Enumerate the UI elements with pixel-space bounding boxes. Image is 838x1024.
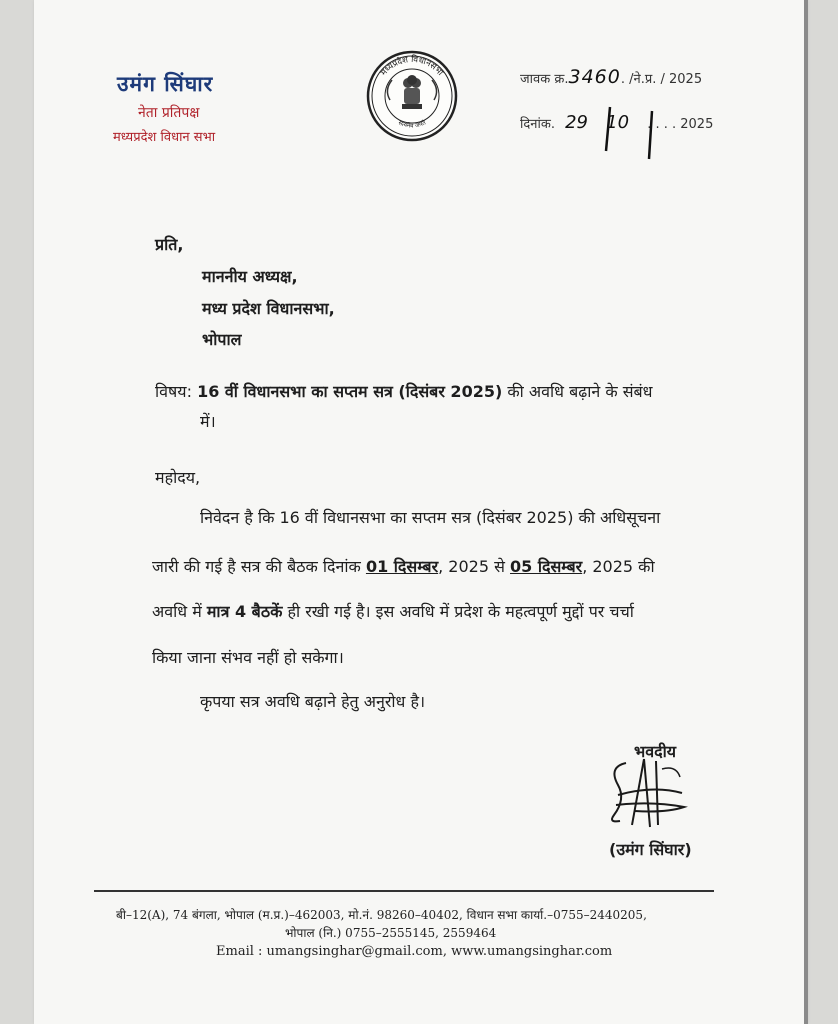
letterhead-name: उमंग सिंघार: [117, 72, 214, 96]
body-p1-line2: [152, 555, 655, 577]
subject-rest: की अवधि बढ़ाने के संबंध: [502, 382, 653, 401]
body-p1-line3: [152, 600, 634, 622]
date-day: 29: [565, 112, 589, 133]
body-p1-line2-b: , 2025 से: [438, 557, 511, 576]
session-end-date: 05 दिसम्बर: [510, 557, 583, 576]
reference-label: जावक क्र.: [520, 72, 569, 87]
body-p1-line4: किया जाना संभव नहीं हो सकेगा।: [152, 648, 344, 667]
closing-bhavdiya: भवदीय: [634, 742, 677, 761]
subject-line: [155, 380, 653, 402]
seal-bottom-text: सत्यमेव जयते: [396, 119, 428, 130]
salutation: महोदय,: [155, 468, 201, 487]
date-month: 10: [606, 112, 630, 133]
date-label: दिनांक.: [520, 117, 555, 132]
date-slash-marks-icon: [600, 103, 660, 163]
subject-label: विषय:: [155, 382, 192, 401]
body-p2: कृपया सत्र अवधि बढ़ाने हेतु अनुरोध है।: [200, 692, 426, 711]
signature-icon: [604, 755, 694, 835]
footer-contact: Email : umangsinghar@gmail.com, www.umangsinghar.com: [216, 944, 613, 959]
letterhead-role: नेता प्रतिपक्ष: [138, 105, 200, 121]
subject-line2: में।: [200, 412, 216, 431]
footer-divider: [94, 890, 714, 892]
reference-number: [520, 66, 702, 88]
reference-suffix: . /ने.प्र. / 2025: [620, 72, 703, 87]
page-edge-shadow: [804, 0, 808, 1024]
subject-bold: 16 वीं विधानसभा का सप्तम सत्र (दिसंबर 2025): [197, 382, 503, 401]
body-p1-line3-a: अवधि में: [152, 602, 207, 621]
addressee-line2: मध्य प्रदेश विधानसभा,: [202, 299, 335, 318]
session-start-date: 01 दिसम्बर: [365, 557, 439, 576]
body-p1-line2-c: , 2025 की: [582, 557, 655, 576]
addressee-prati: प्रति,: [155, 235, 184, 254]
addressee-line3: भोपाल: [202, 330, 242, 349]
assembly-seal-icon: [364, 50, 460, 142]
seal-top-text: मध्यप्रदेश विधानसभा: [379, 54, 445, 78]
footer-phone: भोपाल (नि.) 0755–2555145, 2559464: [285, 926, 497, 940]
footer-address: बी–12(A), 74 बंगला, भोपाल (म.प्र.)–462003, मो.नं. 98260–40402, विधान सभा कार्या.–0755–2440205,: [116, 908, 647, 922]
date-year: . . . . 2025: [647, 117, 714, 132]
body-p1-line1: निवेदन है कि 16 वीं विधानसभा का सप्तम सत्र (दिसंबर 2025) की अधिसूचना: [200, 508, 661, 527]
body-p1-line3-b: ही रखी गई है। इस अवधि में प्रदेश के महत्वपूर्ण मुद्दों पर चर्चा: [282, 602, 634, 621]
signer-name: (उमंग सिंघार): [609, 840, 692, 859]
meetings-count: मात्र 4 बैठकें: [206, 602, 283, 621]
addressee-line1: माननीय अध्यक्ष,: [202, 267, 298, 286]
reference-handwritten-number: 3460: [568, 66, 621, 88]
letterhead-org: मध्यप्रदेश विधान सभा: [113, 130, 216, 145]
body-p1-line2-a: जारी की गई है सत्र की बैठक दिनांक: [152, 557, 366, 576]
